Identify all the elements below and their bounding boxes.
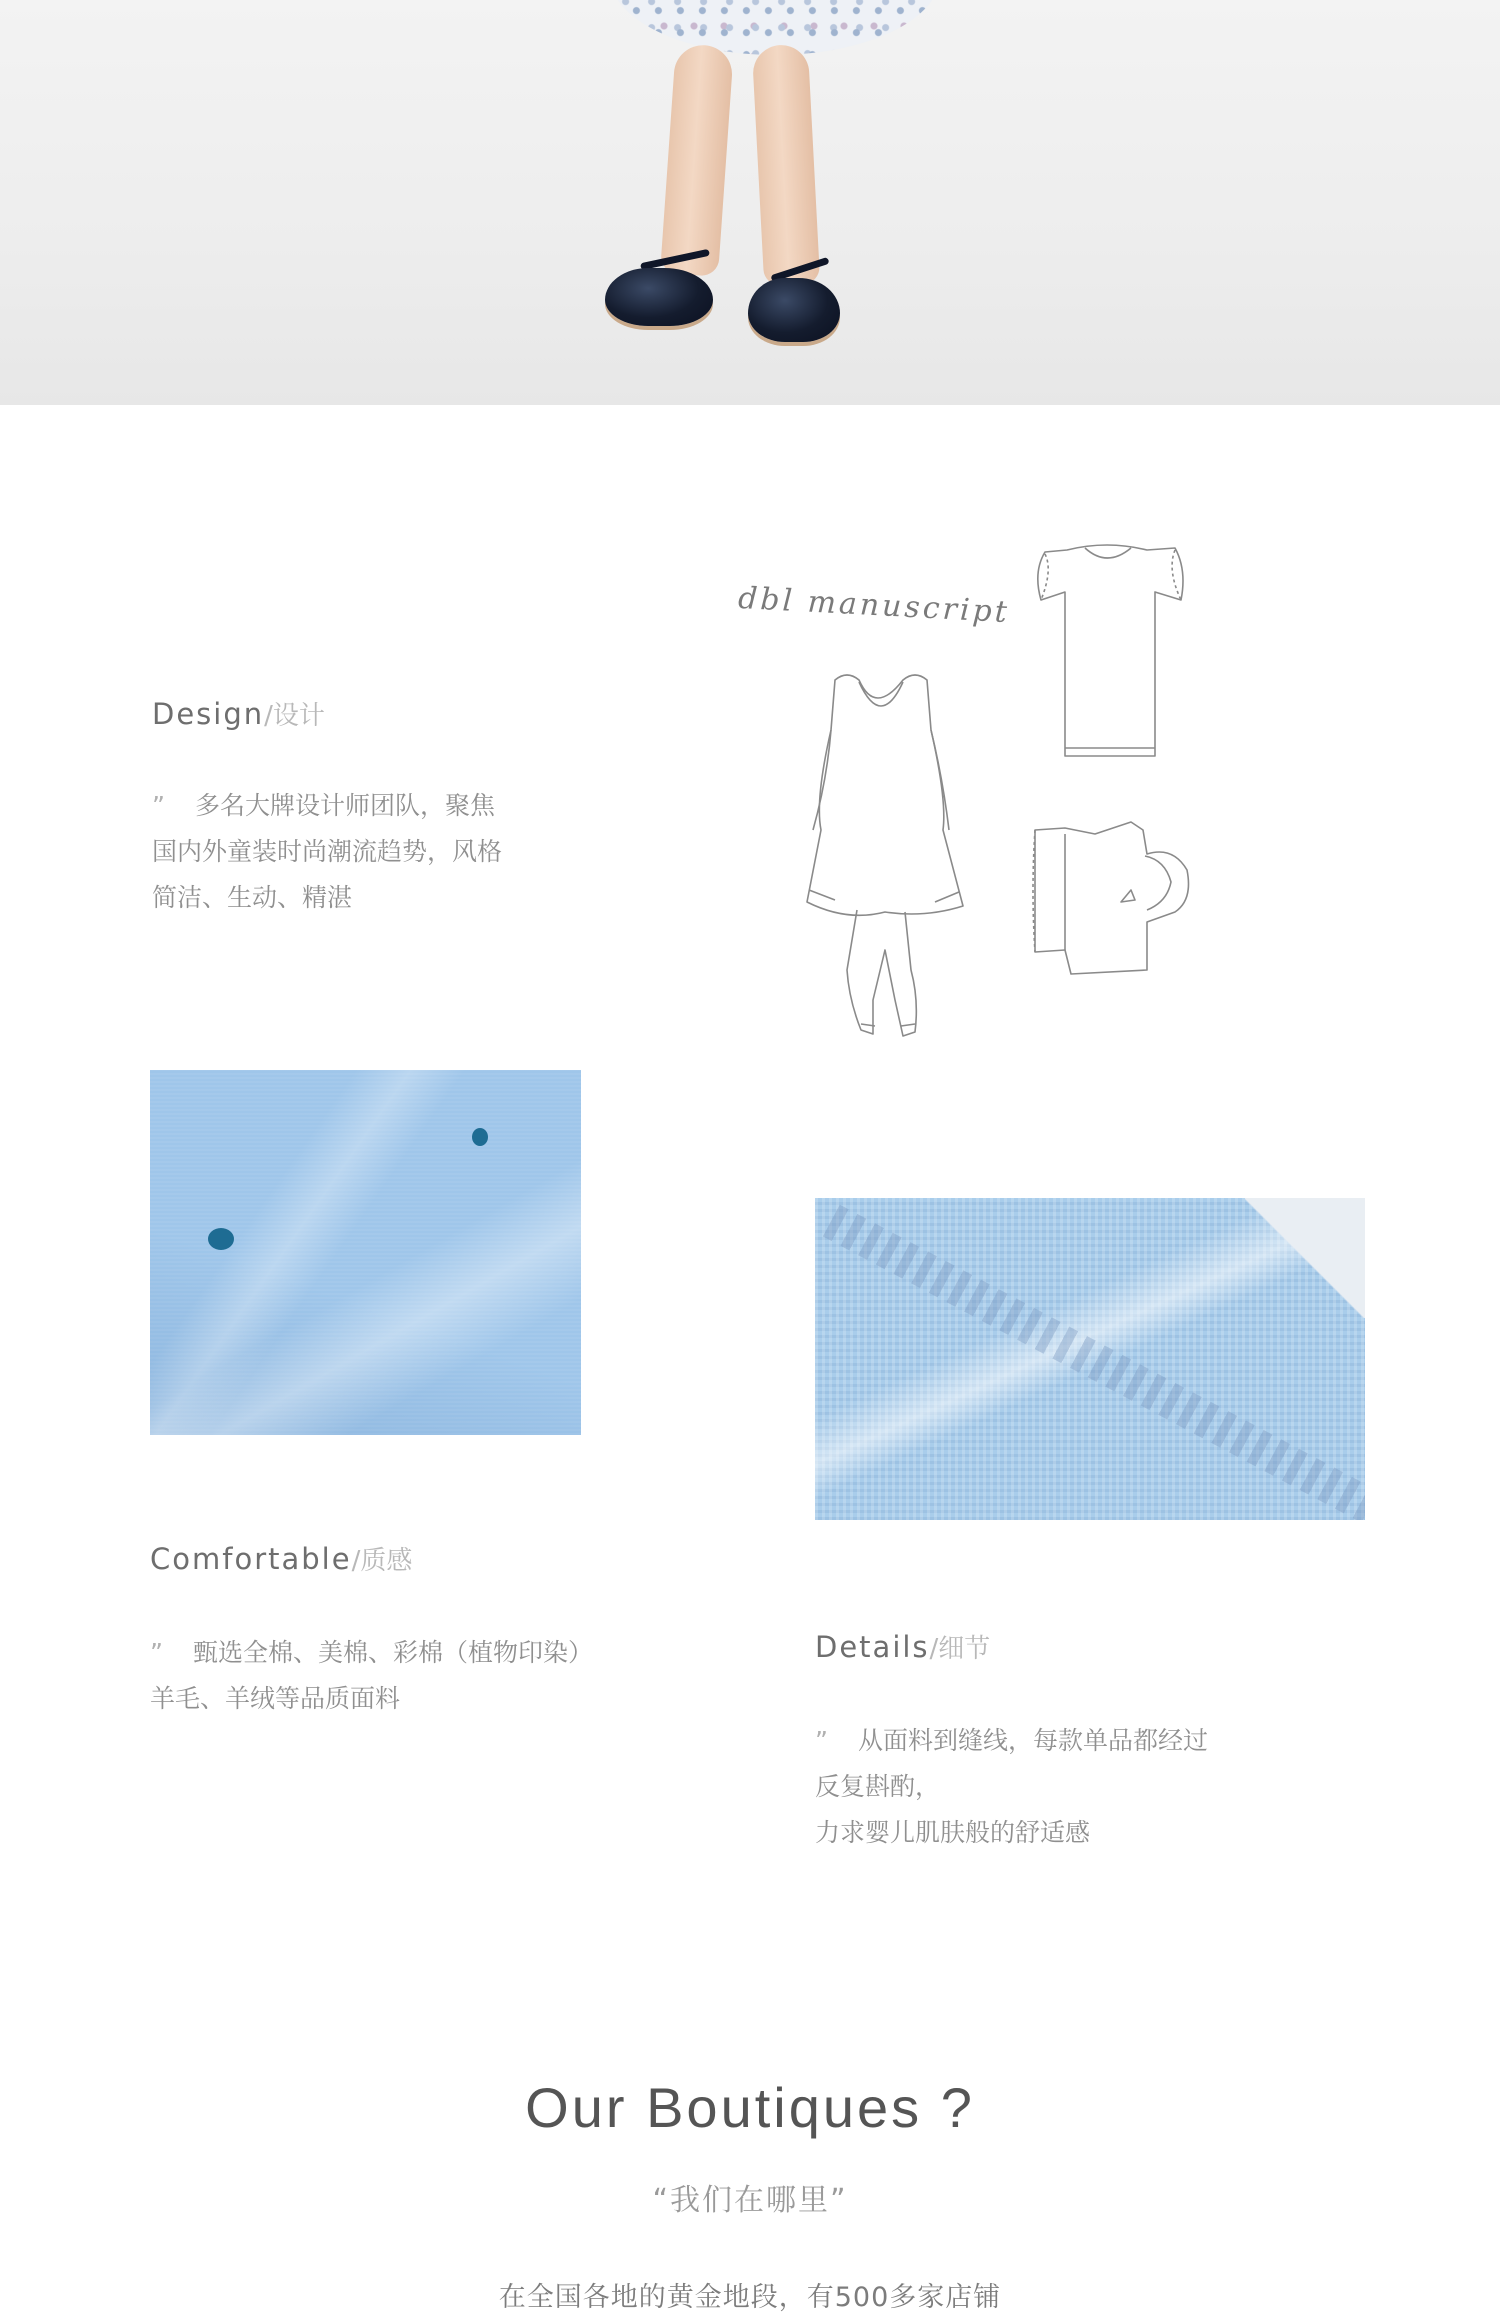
- comfortable-copy-line: ” 甄选全棉、美棉、彩棉（植物印染）: [150, 1638, 593, 1667]
- details-copy-line: 反复斟酌，: [815, 1772, 941, 1801]
- fabric-dot: [472, 1128, 488, 1146]
- sketch-tank-dress: [807, 675, 963, 915]
- sketch-hoodie: [1033, 822, 1189, 974]
- boutiques-title: Our Boutiques ?: [525, 2076, 975, 2139]
- comfortable-heading-cn: /质感: [351, 1546, 413, 1576]
- details-copy-line: ” 从面料到缝线，每款单品都经过: [815, 1726, 1208, 1755]
- design-heading-en: Design: [152, 697, 265, 731]
- sketch-caption: dbl manuscript: [737, 580, 1011, 631]
- comfortable-heading: [150, 1540, 412, 1577]
- boutiques-description: 在全国各地的黄金地段，有500多家店铺: [498, 2282, 1002, 2313]
- hero-photo: [0, 0, 1500, 405]
- design-copy-line: ” 多名大牌设计师团队，聚焦: [152, 791, 495, 820]
- design-copy-line: 国内外童装时尚潮流趋势，风格: [152, 837, 503, 866]
- quote-mark: ”: [150, 1638, 163, 1667]
- sketch-tshirt: [1038, 545, 1183, 756]
- shoe-right: [748, 278, 840, 342]
- fabric-photo-details: [815, 1198, 1365, 1520]
- details-heading: [815, 1628, 990, 1665]
- boutiques-subtitle: “我们在哪里”: [652, 2183, 848, 2218]
- details-copy: [815, 1718, 1208, 1856]
- design-copy: [152, 783, 502, 921]
- sketch-leggings: [847, 910, 916, 1036]
- comfortable-heading-en: Comfortable: [150, 1542, 352, 1576]
- child-leg-left: [660, 43, 734, 276]
- design-copy-line: 简洁、生动、精湛: [152, 883, 353, 912]
- details-copy-line: 力求婴儿肌肤般的舒适感: [815, 1818, 1091, 1847]
- fabric-corner: [1245, 1198, 1365, 1318]
- fabric-photo-comfortable: [150, 1070, 581, 1435]
- child-leg-right: [752, 44, 820, 287]
- details-heading-en: Details: [815, 1630, 930, 1664]
- design-heading-cn: /设计: [264, 701, 325, 731]
- details-heading-cn: /细节: [929, 1634, 991, 1664]
- fabric-dot: [208, 1228, 234, 1250]
- shoe-left: [605, 268, 713, 326]
- comfortable-copy: [150, 1630, 593, 1722]
- design-heading: [152, 695, 325, 732]
- quote-mark: ”: [152, 791, 165, 820]
- quote-mark: ”: [815, 1726, 828, 1755]
- comfortable-copy-line: 羊毛、羊绒等品质面料: [150, 1684, 401, 1713]
- garment-sketch-illustration: [735, 530, 1275, 1070]
